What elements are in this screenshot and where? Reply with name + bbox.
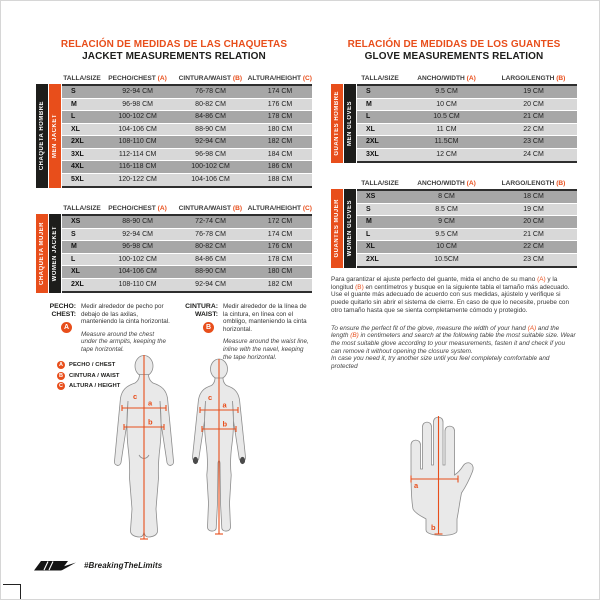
measurement-cell: 108-110 CM xyxy=(118,281,157,288)
men-gloves-table xyxy=(331,69,577,163)
measurement-cell: 180 CM xyxy=(267,125,293,133)
measurement-cell: 24 CM xyxy=(523,151,544,158)
table-row xyxy=(357,149,577,162)
men-jacket-table xyxy=(36,69,312,188)
hashtag-slogan: #BreakingTheLimits xyxy=(84,561,163,570)
measurement-cell: 10.5 CM xyxy=(433,113,460,120)
jackets-title-es: RELACIÓN DE MEDIDAS DE LAS CHAQUETAS xyxy=(60,39,288,50)
measurement-cell: 76-78 CM xyxy=(195,88,226,95)
table-row xyxy=(357,191,577,204)
chest-term-en: CHEST: xyxy=(51,311,76,318)
table-row xyxy=(357,86,577,99)
glove-instructions-en: To ensure the perfect fit of the glove, measure the width of your hand (A) and the length (B) in centimeters and search at the following table the most suitable size. Wear the most suitable glove according to your measurements, fasten it and check if you can remove it without opening the closure system. In case you need it, try another size until you feel completely comfortable and protected xyxy=(331,324,576,371)
table-row xyxy=(62,124,312,137)
size-cell: XS xyxy=(366,193,376,200)
table-row xyxy=(62,241,312,254)
table-row xyxy=(62,111,312,124)
measurement-cell: 10.5CM xyxy=(434,256,459,263)
table-row xyxy=(62,86,312,99)
measurement-cell: 22 CM xyxy=(523,243,544,250)
measurement-cell: 18 CM xyxy=(523,193,544,200)
male-silhouette xyxy=(114,355,173,539)
side-label-inner: MEN JACKET xyxy=(49,84,61,188)
size-cell: 3XL xyxy=(366,151,379,158)
size-cell: 2XL xyxy=(366,256,379,263)
measurement-cell: 92-94 CM xyxy=(122,230,153,238)
size-cell: XL xyxy=(366,243,375,250)
size-cell: XL xyxy=(71,268,80,275)
measurement-cell: 108-110 CM xyxy=(118,138,157,145)
measurement-cell: 9.5 CM xyxy=(435,88,458,95)
table-main xyxy=(62,199,312,293)
side-label-inner: WOMEN GLOVES xyxy=(344,189,356,268)
measurement-cell: 9 CM xyxy=(438,218,455,225)
size-cell: 2XL xyxy=(366,138,379,145)
measurement-cell: 88-90 CM xyxy=(122,218,153,225)
gloves-title-en: GLOVE MEASUREMENTS RELATION xyxy=(364,51,544,62)
table-row xyxy=(357,229,577,242)
measurement-cell: 120-122 CM xyxy=(118,176,157,183)
table-row xyxy=(357,254,577,267)
table-row xyxy=(62,279,312,292)
measurement-cell: 21 CM xyxy=(523,113,544,120)
letter-a-badge: A xyxy=(61,322,72,333)
table-body xyxy=(357,189,577,268)
measurement-cell: 182 CM xyxy=(267,281,293,288)
b-label: b xyxy=(222,419,228,429)
letter-a-badge: A xyxy=(57,361,65,369)
measurement-cell: 10 CM xyxy=(436,243,457,250)
table-row xyxy=(62,216,312,229)
table-row xyxy=(357,124,577,137)
measurement-cell: 104-106 CM xyxy=(118,125,157,133)
women-jacket-table xyxy=(36,199,312,293)
side-label-outer: GUANTES MUJER xyxy=(331,189,343,268)
column-header: ANCHO/WIDTH (A) xyxy=(417,180,476,187)
measurement-cell: 21 CM xyxy=(523,230,544,238)
table-row xyxy=(357,241,577,254)
measurement-cell: 84-86 CM xyxy=(195,255,226,263)
size-cell: S xyxy=(366,205,371,213)
table-main xyxy=(357,174,577,268)
size-cell: M xyxy=(71,100,77,108)
legend-label: PECHO / CHEST xyxy=(69,362,116,368)
column-header: ANCHO/WIDTH (A) xyxy=(417,75,476,82)
size-cell: L xyxy=(366,113,371,120)
column-header: PECHO/CHEST (A) xyxy=(108,75,167,82)
table-row xyxy=(62,254,312,267)
men-jacket-side-labels xyxy=(36,84,61,188)
measurement-cell: 10 CM xyxy=(436,100,457,108)
size-cell: L xyxy=(366,230,371,238)
measurement-cell: 174 CM xyxy=(267,230,293,238)
measurement-cell: 92-94 CM xyxy=(122,88,153,95)
female-left-hand xyxy=(193,457,198,464)
measurement-cell: 96-98 CM xyxy=(122,100,153,108)
chest-desc-es: Medir alrededor de pecho por debajo de las axilas, manteniendo la cinta horizontal. xyxy=(81,303,170,326)
legend-label: CINTURA / WAIST xyxy=(69,372,120,379)
body-measurement-diagram xyxy=(104,353,264,551)
side-label-inner: MEN GLOVES xyxy=(344,84,356,163)
waist-desc-es: Medir alrededor de la línea de la cintura, en línea con el ombligo, manteniendo la cinta horizontal. xyxy=(223,303,307,333)
a-label: a xyxy=(148,398,153,408)
table-header-row xyxy=(62,199,312,214)
size-cell: 2XL xyxy=(71,281,84,288)
women-gloves-table xyxy=(331,174,577,268)
glove-instructions-es: Para garantizar el ajuste perfecto del guante, mida el ancho de su mano (A) y la longitud (B) en centímetros y busque en la siguiente tabla el tamaño más adecuado. Use el guante más adecuado de acuerdo con sus medidas, ajústelo y verifique si puede quitarlo sin abrir el sistema de cierre. En caso de que lo necesite, pruebe con otro tamaño hasta que se sienta completamente cómodo y protegido. xyxy=(331,276,570,314)
size-cell: 5XL xyxy=(71,176,84,183)
measurement-cell: 104-106 CM xyxy=(191,176,230,183)
chest-term xyxy=(36,303,76,361)
measurement-cell: 72-74 CM xyxy=(195,218,226,225)
size-cell: 2XL xyxy=(71,138,84,145)
measurement-cell: 96-98 CM xyxy=(122,243,153,250)
measurement-cell: 23 CM xyxy=(523,256,544,263)
size-cell: M xyxy=(71,243,77,250)
measurement-cell: 184 CM xyxy=(267,150,293,158)
column-header: CINTURA/WAIST (B) xyxy=(178,205,243,212)
table-row xyxy=(62,229,312,242)
letter-b-badge: B xyxy=(203,322,214,333)
measurement-cell: 8 CM xyxy=(438,193,455,200)
gloves-section xyxy=(331,39,577,371)
women-gloves-side-labels xyxy=(331,189,356,268)
column-header: TALLA/SIZE xyxy=(63,75,101,82)
measurement-cell: 176 CM xyxy=(267,243,293,250)
legend-label: ALTURA / HEIGHT xyxy=(69,383,121,389)
side-label-inner: WOMEN JACKET xyxy=(49,214,61,293)
measurement-cell: 19 CM xyxy=(523,88,544,95)
measurement-cell: 76-78 CM xyxy=(195,230,226,238)
c-label: c xyxy=(208,393,213,402)
letter-c-badge: C xyxy=(57,382,65,390)
column-header: TALLA/SIZE xyxy=(361,180,399,187)
gloves-title xyxy=(331,39,577,63)
measurement-cell: 9.5 CM xyxy=(435,230,458,238)
table-main xyxy=(62,69,312,188)
measurement-cell: 182 CM xyxy=(267,138,293,145)
size-cell: L xyxy=(71,255,76,263)
measurement-cell: 104-106 CM xyxy=(118,268,157,275)
a-label: a xyxy=(222,400,227,410)
measurement-cell: 178 CM xyxy=(267,255,293,263)
table-body xyxy=(357,84,577,163)
chest-desc-en: Measure around the chest under the armpits, keeping the tape horizontal. xyxy=(81,330,167,353)
measurement-cell: 11 CM xyxy=(436,125,457,133)
measurement-cell: 88-90 CM xyxy=(195,268,226,275)
measurement-cell: 100-102 CM xyxy=(118,113,157,120)
size-cell: S xyxy=(366,88,371,95)
women-jacket-side-labels xyxy=(36,214,61,293)
b-label: b xyxy=(431,523,436,532)
table-row xyxy=(357,136,577,149)
waist-term-en: WAIST: xyxy=(194,311,218,318)
size-cell: XL xyxy=(366,125,375,133)
size-cell: S xyxy=(71,88,76,95)
side-label-outer: GUANTES HOMBRE xyxy=(331,84,343,163)
measurement-cell: 88-90 CM xyxy=(195,125,226,133)
corner-crop-mark xyxy=(20,584,21,600)
side-label-outer: CHAQUETA HOMBRE xyxy=(36,84,48,188)
column-header: ALTURA/HEIGHT (C) xyxy=(247,75,312,82)
column-header: LARGO/LENGTH (B) xyxy=(501,180,566,187)
size-cell: XS xyxy=(71,218,81,225)
female-silhouette xyxy=(192,359,245,534)
table-row xyxy=(357,216,577,229)
size-cell: XL xyxy=(71,125,80,133)
column-header: TALLA/SIZE xyxy=(63,205,101,212)
measurement-cell: 178 CM xyxy=(267,113,293,120)
table-row xyxy=(62,174,312,187)
jackets-section xyxy=(36,39,312,361)
size-cell: M xyxy=(366,218,372,225)
table-row xyxy=(62,266,312,279)
measurement-cell: 100-102 CM xyxy=(118,255,157,263)
measurement-cell: 84-86 CM xyxy=(195,113,226,120)
measurement-cell: 100-102 CM xyxy=(191,163,230,170)
letter-b-badge: B xyxy=(57,372,65,380)
measurement-cell: 96-98 CM xyxy=(195,150,226,158)
waist-term-es: CINTURA: xyxy=(185,303,218,310)
b-label: b xyxy=(148,417,153,427)
waist-desc-en: Measure around the waist line, inline with the navel, keeping the tape horizontal. xyxy=(223,338,309,361)
column-header: PECHO/CHEST (A) xyxy=(108,205,167,212)
female-right-hand xyxy=(240,457,245,464)
measurement-cell: 92-94 CM xyxy=(195,138,226,145)
jackets-title xyxy=(36,39,312,63)
size-cell: 4XL xyxy=(71,163,84,170)
table-row xyxy=(62,99,312,112)
measurement-cell: 23 CM xyxy=(523,138,544,145)
footer xyxy=(34,559,162,572)
measurement-cell: 20 CM xyxy=(523,218,544,225)
table-row xyxy=(357,204,577,217)
c-label: c xyxy=(133,392,138,401)
table-header-row xyxy=(357,69,577,84)
side-label-outer: CHAQUETA MUJER xyxy=(36,214,48,293)
measurement-cell: 80-82 CM xyxy=(195,243,226,250)
measurement-cell: 186 CM xyxy=(267,163,293,170)
table-main xyxy=(357,69,577,163)
size-cell: S xyxy=(71,230,76,238)
brand-logo xyxy=(34,559,76,572)
measurement-cell: 180 CM xyxy=(267,268,293,275)
column-header: ALTURA/HEIGHT (C) xyxy=(247,205,312,212)
size-cell: M xyxy=(366,100,372,108)
measurement-cell: 11.5CM xyxy=(434,138,459,145)
table-header-row xyxy=(357,174,577,189)
measurement-cell: 80-82 CM xyxy=(195,100,226,108)
chest-term-es: PECHO: xyxy=(49,303,76,310)
table-row xyxy=(62,136,312,149)
table-row xyxy=(357,111,577,124)
measurement-cell: 92-94 CM xyxy=(195,281,226,288)
measurement-cell: 8.5 CM xyxy=(435,205,458,213)
measurement-cell: 116-118 CM xyxy=(118,163,157,170)
gloves-title-es: RELACIÓN DE MEDIDAS DE LOS GUANTES xyxy=(347,39,561,50)
table-body xyxy=(62,84,312,188)
jackets-title-en: JACKET MEASUREMENTS RELATION xyxy=(82,51,266,62)
men-gloves-side-labels xyxy=(331,84,356,163)
measurement-cell: 172 CM xyxy=(267,218,293,225)
measurement-cell: 176 CM xyxy=(267,100,293,108)
size-cell: 3XL xyxy=(71,150,84,158)
corner-crop-mark xyxy=(3,584,21,585)
measurement-cell: 112-114 CM xyxy=(118,150,157,158)
measurement-cell: 19 CM xyxy=(523,205,544,213)
table-row xyxy=(62,149,312,162)
table-body xyxy=(62,214,312,293)
table-row xyxy=(62,161,312,174)
column-header: CINTURA/WAIST (B) xyxy=(178,75,243,82)
table-header-row xyxy=(62,69,312,84)
measurement-cell: 22 CM xyxy=(523,125,544,133)
measurement-cell: 188 CM xyxy=(267,176,293,183)
column-header: LARGO/LENGTH (B) xyxy=(501,75,566,82)
table-row xyxy=(357,99,577,112)
measurement-cell: 174 CM xyxy=(267,88,293,95)
size-cell: L xyxy=(71,113,76,120)
hand-measurement-diagram xyxy=(401,413,481,541)
measurement-cell: 12 CM xyxy=(436,151,457,158)
column-header: TALLA/SIZE xyxy=(361,75,399,82)
measurement-cell: 20 CM xyxy=(523,100,544,108)
a-label: a xyxy=(414,481,419,490)
